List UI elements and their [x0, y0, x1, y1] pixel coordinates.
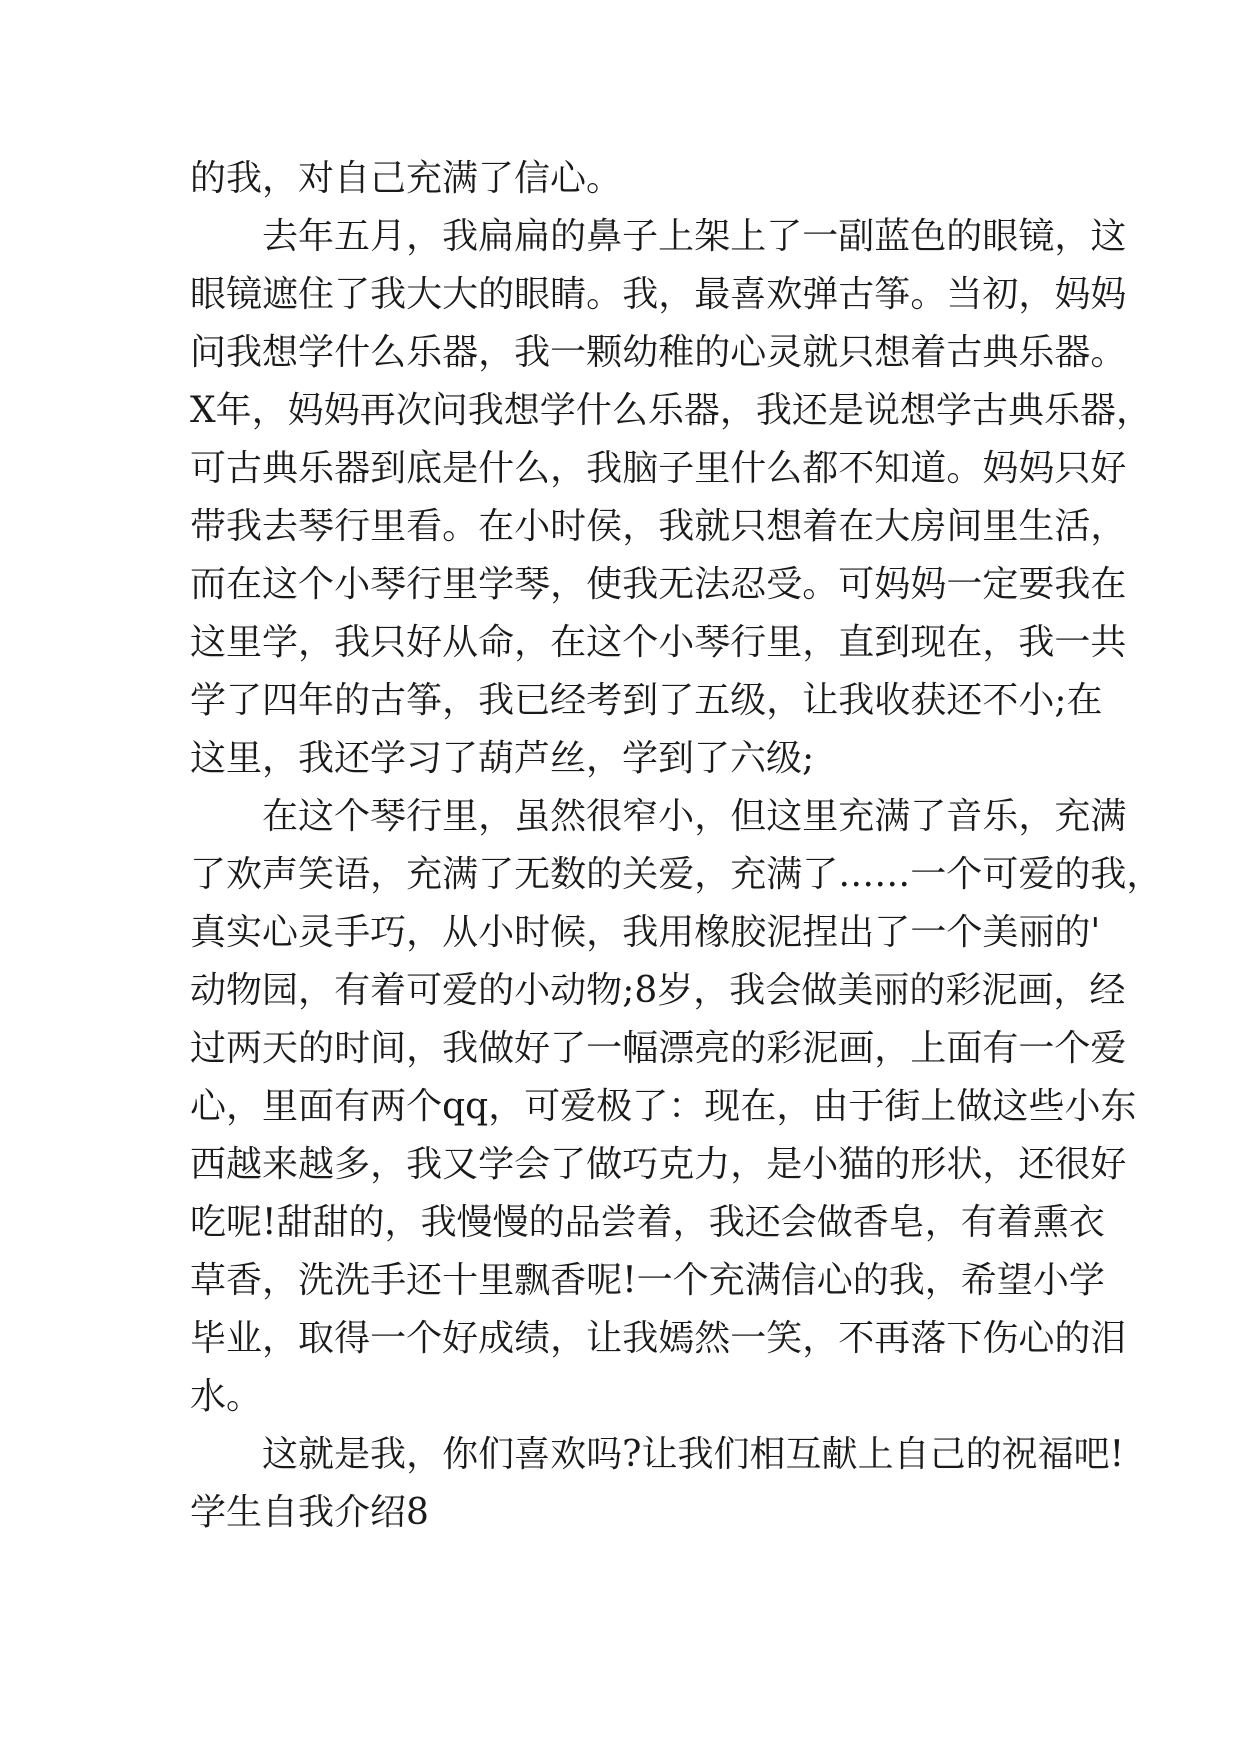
text-line: 吃 呢 ! 甜 甜 的 ， 我 慢 慢 的 品 尝 着 ， 我 还 会 做 香 皂 ， 有 着 熏 衣	[190, 1202, 1105, 1243]
text-line: 问 我 想 学 什 么 乐 器 ， 我 一 颗 幼 稚 的 心 灵 就 只 想 着 古 典 乐 器 。	[190, 332, 1127, 373]
text-line: 心 ， 里 面 有 两 个 q q ， 可 爱 极 了 ： 现 在 ， 由 于 街 上 做 这 些 小 东	[190, 1086, 1137, 1127]
text-line: 这里，我还学习了葫芦丝，学到了六级;	[190, 738, 815, 779]
text-line: 学 了 四 年 的 古 筝 ， 我 已 经 考 到 了 五 级 ， 让 我 收 获 还 不 小 ; 在	[190, 680, 1103, 721]
text-line: 毕 业 ， 取 得 一 个 好 成 绩 ， 让 我 嫣 然 一 笑 ， 不 再 落 下 伤 心 的 泪	[190, 1318, 1127, 1359]
text-line: 的我，对自己充满了信心。	[190, 158, 623, 199]
text-line: X 年 ， 妈 妈 再 次 问 我 想 学 什 么 乐 器 ， 我 还 是 说 想 学 古 典 乐 器 ，	[190, 390, 1153, 431]
text-line: 可 古 典 乐 器 到 底 是 什 么 ， 我 脑 子 里 什 么 都 不 知 道 。 妈 妈 只 好	[190, 448, 1127, 489]
text-line: 学生自我介绍8	[190, 1492, 429, 1533]
text-line: 动 物 园 ， 有 着 可 爱 的 小 动 物 ; 8 岁 ， 我 会 做 美 丽 的 彩 泥 画 ， 经	[190, 970, 1126, 1011]
text-line: 真 实 心 灵 手 巧 ， 从 小 时 候 ， 我 用 橡 胶 泥 捏 出 了 一 个 美 丽 的 '	[190, 912, 1101, 953]
text-line: 去 年 五 月 ， 我 扁 扁 的 鼻 子 上 架 上 了 一 副 蓝 色 的 眼 镜 ， 这	[262, 216, 1127, 257]
text-line: 过 两 天 的 时 间 ， 我 做 好 了 一 幅 漂 亮 的 彩 泥 画 ， 上 面 有 一 个 爱	[190, 1028, 1127, 1069]
text-line: 西 越 来 越 多 ， 我 又 学 会 了 做 巧 克 力 ， 是 小 猫 的 形 状 ， 还 很 好	[190, 1144, 1127, 1185]
text-line: 而 在 这 个 小 琴 行 里 学 琴 ， 使 我 无 法 忍 受 。 可 妈 妈 一 定 要 我 在	[190, 564, 1127, 605]
text-line: 带 我 去 琴 行 里 看 。 在 小 时 侯 ， 我 就 只 想 着 在 大 房 间 里 生 活 ，	[190, 506, 1127, 547]
text-line: 水。	[190, 1376, 263, 1417]
text-line: 草 香 ， 洗 洗 手 还 十 里 飘 香 呢 ! 一 个 充 满 信 心 的 我 ， 希 望 小 学	[190, 1260, 1105, 1301]
text-line: 了 欢 声 笑 语 ， 充 满 了 无 数 的 关 爱 ， 充 满 了 … … 一 个 可 爱 的 我 ，	[190, 854, 1163, 895]
text-line: 这 里 学 ， 我 只 好 从 命 ， 在 这 个 小 琴 行 里 ， 直 到 现 在 ， 我 一 共	[190, 622, 1127, 663]
text-line: 在 这 个 琴 行 里 ， 虽 然 很 窄 小 ， 但 这 里 充 满 了 音 乐 ， 充 满	[262, 796, 1127, 837]
text-line: 这 就 是 我 ， 你 们 喜 欢 吗 ? 让 我 们 相 互 献 上 自 己 的 祝 福 吧 !	[262, 1434, 1125, 1475]
text-line: 眼 镜 遮 住 了 我 大 大 的 眼 睛 。 我 ， 最 喜 欢 弹 古 筝 。 当 初 ， 妈 妈	[190, 274, 1127, 315]
document-body	[190, 150, 1163, 1542]
